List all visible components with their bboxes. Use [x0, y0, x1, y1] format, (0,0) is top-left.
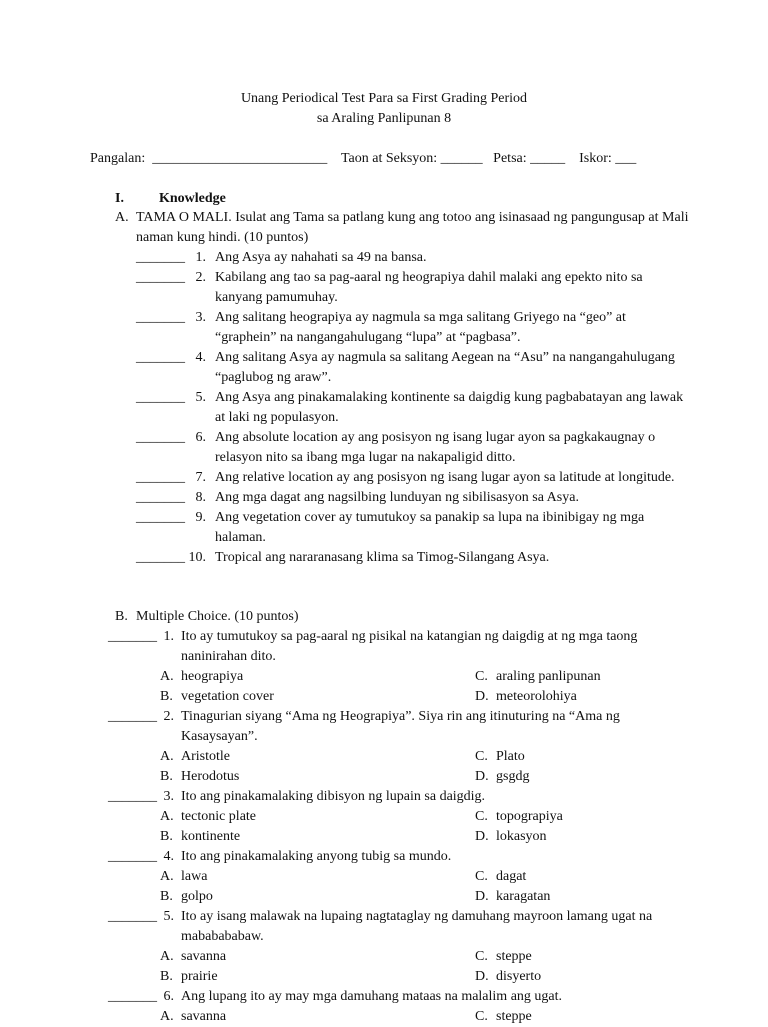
choice-letter: B. [160, 769, 173, 784]
choice-letter: C. [475, 749, 488, 764]
item-statement: Ang vegetation cover ay tumutukoy sa panakip sa lupa na ibinibigay ng mga halaman. [215, 510, 645, 545]
choice-row [0, 807, 676, 827]
answer-choice [160, 827, 240, 847]
choice-text: karagatan [496, 889, 551, 904]
answer-choice [160, 947, 226, 967]
question-text: Ito ay tumutukoy sa pag-aaral ng pisikal na katangian ng daigdig at ng mga taong naninirahan dito. [181, 629, 638, 664]
part-heading [115, 189, 226, 209]
item-number: 2. [195, 270, 206, 285]
choice-text: steppe [496, 1009, 532, 1024]
test-subtitle: sa Araling Panlipunan 8 [316, 111, 452, 126]
item-number: 3. [163, 789, 174, 804]
item-number: 9. [195, 510, 206, 525]
question-text: Ang lupang ito ay may mga damuhang mataas na malalim ang ugat. [181, 989, 563, 1004]
mc-question [0, 847, 676, 907]
item-statement: Tropical ang nararanasang klima sa Timog-Silangang Asya. [215, 550, 550, 565]
tf-item [0, 548, 685, 568]
item-statement: Kabilang ang tao sa pag-aaral ng heograpiya dahil malaki ang epekto nito sa kanyang pamumuhay. [215, 270, 643, 305]
choice-letter: C. [475, 809, 488, 824]
item-number: 4. [195, 350, 206, 365]
answer-blank: _______ [108, 629, 157, 644]
answer-blank: _______ [136, 430, 185, 445]
choice-text: Herodotus [181, 769, 240, 784]
answer-blank: _______ [136, 310, 185, 325]
mc-question [0, 627, 676, 707]
multiple-choice-list [0, 627, 676, 1027]
choice-letter: D. [475, 969, 489, 984]
answer-choice [475, 967, 541, 987]
tf-item [0, 348, 685, 388]
section-b-letter: B. [115, 609, 128, 624]
item-statement: Ang relative location ay ang posisyon ng isang lugar ayon sa latitude at longitude. [215, 470, 675, 485]
question-stem [0, 847, 676, 867]
answer-blank: _______ [108, 849, 157, 864]
answer-choice [475, 1007, 532, 1027]
item-number: 5. [163, 909, 174, 924]
item-statement: Ang salitang heograpiya ay nagmula sa mga salitang Griyego na “geo” at “graphein” na nangangahulugang “lupa” at “pagbasa”. [215, 310, 626, 345]
choice-letter: A. [160, 869, 174, 884]
answer-choice [160, 767, 239, 787]
question-stem [0, 907, 676, 947]
choice-letter: D. [475, 769, 489, 784]
answer-choice [160, 867, 207, 887]
choice-letter: A. [160, 809, 174, 824]
question-stem [0, 627, 676, 667]
answer-blank: _______ [136, 350, 185, 365]
answer-blank: _______ [136, 390, 185, 405]
section-a-header [115, 208, 695, 248]
answer-choice [475, 947, 532, 967]
question-text: Ito ay isang malawak na lupaing nagtataglay ng damuhang mayroon lamang ugat na mababababaw. [181, 909, 653, 944]
item-number: 7. [195, 470, 206, 485]
answer-choice [475, 767, 529, 787]
question-text: Tinagurian siyang “Ama ng Heograpiya”. Siya rin ang itinuturing na “Ama ng Kasaysayan”. [181, 709, 620, 744]
choice-text: steppe [496, 949, 532, 964]
answer-choice [160, 1007, 226, 1027]
item-statement: Ang absolute location ay ang posisyon ng isang lugar ayon sa pagkakaugnay o relasyon nito sa ibang mga lugar na nakapaligid ditto. [215, 430, 656, 465]
section-b-header [115, 607, 695, 627]
choice-text: prairie [181, 969, 218, 984]
choice-letter: B. [160, 889, 173, 904]
choice-row [0, 967, 676, 987]
answer-blank: _______ [136, 550, 185, 565]
true-false-list [0, 248, 685, 568]
tf-item [0, 268, 685, 308]
choice-row [0, 867, 676, 887]
choice-text: Plato [496, 749, 525, 764]
choice-text: lokasyon [496, 829, 547, 844]
answer-choice [475, 867, 526, 887]
item-number: 4. [163, 849, 174, 864]
answer-choice [475, 887, 550, 907]
tf-item [0, 508, 685, 548]
choice-row [0, 1007, 676, 1027]
part-title: Knowledge [159, 191, 226, 206]
test-title: Unang Periodical Test Para sa First Grading Period [240, 91, 528, 106]
answer-blank: _______ [108, 709, 157, 724]
choice-text: savanna [181, 949, 227, 964]
tf-item [0, 248, 685, 268]
mc-question [0, 787, 676, 847]
choice-letter: A. [160, 669, 174, 684]
tf-item [0, 308, 685, 348]
choice-row [0, 767, 676, 787]
question-stem [0, 707, 676, 747]
choice-letter: C. [475, 1009, 488, 1024]
question-text: Ito ang pinakamalaking dibisyon ng lupain sa daigdig. [181, 789, 486, 804]
answer-choice [160, 967, 218, 987]
item-statement: Ang mga dagat ang nagsilbing lunduyan ng sibilisasyon sa Asya. [215, 490, 579, 505]
tf-item [0, 468, 685, 488]
mc-question [0, 907, 676, 987]
answer-choice [160, 687, 274, 707]
choice-text: golpo [181, 889, 213, 904]
choice-letter: B. [160, 829, 173, 844]
tf-item [0, 388, 685, 428]
choice-text: meteorolohiya [496, 689, 577, 704]
choice-letter: C. [475, 949, 488, 964]
answer-blank: _______ [136, 270, 185, 285]
mc-question [0, 707, 676, 787]
answer-choice [475, 747, 525, 767]
choice-text: disyerto [496, 969, 542, 984]
answer-blank: _______ [136, 250, 185, 265]
choice-letter: B. [160, 689, 173, 704]
item-number: 8. [195, 490, 206, 505]
choice-letter: D. [475, 689, 489, 704]
choice-letter: D. [475, 829, 489, 844]
item-number: 1. [195, 250, 206, 265]
choice-text: araling panlipunan [496, 669, 601, 684]
answer-choice [475, 827, 547, 847]
choice-text: lawa [181, 869, 208, 884]
student-info-line: Pangalan: _________________________ Taon at Seksyon: ______ Petsa: _____ Iskor: ___ [90, 151, 637, 166]
choice-text: dagat [496, 869, 527, 884]
answer-choice [475, 807, 563, 827]
choice-text: vegetation cover [181, 689, 274, 704]
answer-blank: _______ [136, 470, 185, 485]
item-statement: Ang Asya ang pinakamalaking kontinente sa daigdig kung pagbabatayan ang lawak at laki ng populasyon. [215, 390, 684, 425]
answer-choice [475, 667, 601, 687]
choice-row [0, 887, 676, 907]
answer-blank: _______ [108, 989, 157, 1004]
choice-text: topograpiya [496, 809, 563, 824]
choice-letter: A. [160, 1009, 174, 1024]
tf-item [0, 488, 685, 508]
question-stem [0, 987, 676, 1007]
choice-row [0, 687, 676, 707]
item-number: 6. [195, 430, 206, 445]
choice-letter: A. [160, 949, 174, 964]
item-number: 1. [163, 629, 174, 644]
answer-choice [160, 807, 256, 827]
section-b-instructions: Multiple Choice. (10 puntos) [136, 609, 299, 624]
answer-choice [160, 887, 213, 907]
choice-text: kontinente [181, 829, 241, 844]
section-a-instructions: TAMA O MALI. Isulat ang Tama sa patlang kung ang totoo ang isinasaad ng pangungusap at Mali naman kung hindi. (10 puntos) [136, 210, 689, 245]
tf-item [0, 428, 685, 468]
choice-text: tectonic plate [181, 809, 257, 824]
choice-letter: B. [160, 969, 173, 984]
choice-row [0, 947, 676, 967]
question-stem [0, 787, 676, 807]
choice-letter: C. [475, 869, 488, 884]
choice-letter: A. [160, 749, 174, 764]
choice-row [0, 667, 676, 687]
item-number: 3. [195, 310, 206, 325]
choice-row [0, 747, 676, 767]
choice-row [0, 827, 676, 847]
item-number: 6. [163, 989, 174, 1004]
answer-choice [160, 747, 230, 767]
choice-text: savanna [181, 1009, 227, 1024]
item-number: 10. [188, 550, 206, 565]
item-statement: Ang salitang Asya ay nagmula sa salitang Aegean na “Asu” na nangangahulugang “paglubog ng araw”. [215, 350, 675, 385]
item-number: 5. [195, 390, 206, 405]
item-statement: Ang Asya ay nahahati sa 49 na bansa. [215, 250, 427, 265]
choice-letter: C. [475, 669, 488, 684]
question-text: Ito ang pinakamalaking anyong tubig sa mundo. [181, 849, 452, 864]
part-roman-numeral: I. [115, 191, 124, 206]
choice-text: gsgdg [496, 769, 530, 784]
answer-blank: _______ [108, 909, 157, 924]
answer-blank: _______ [136, 490, 185, 505]
choice-letter: D. [475, 889, 489, 904]
mc-question [0, 987, 676, 1027]
choice-text: heograpiya [181, 669, 244, 684]
section-a-letter: A. [115, 210, 129, 225]
choice-text: Aristotle [181, 749, 230, 764]
answer-choice [475, 687, 577, 707]
answer-blank: _______ [136, 510, 185, 525]
answer-blank: _______ [108, 789, 157, 804]
answer-choice [160, 667, 243, 687]
item-number: 2. [163, 709, 174, 724]
